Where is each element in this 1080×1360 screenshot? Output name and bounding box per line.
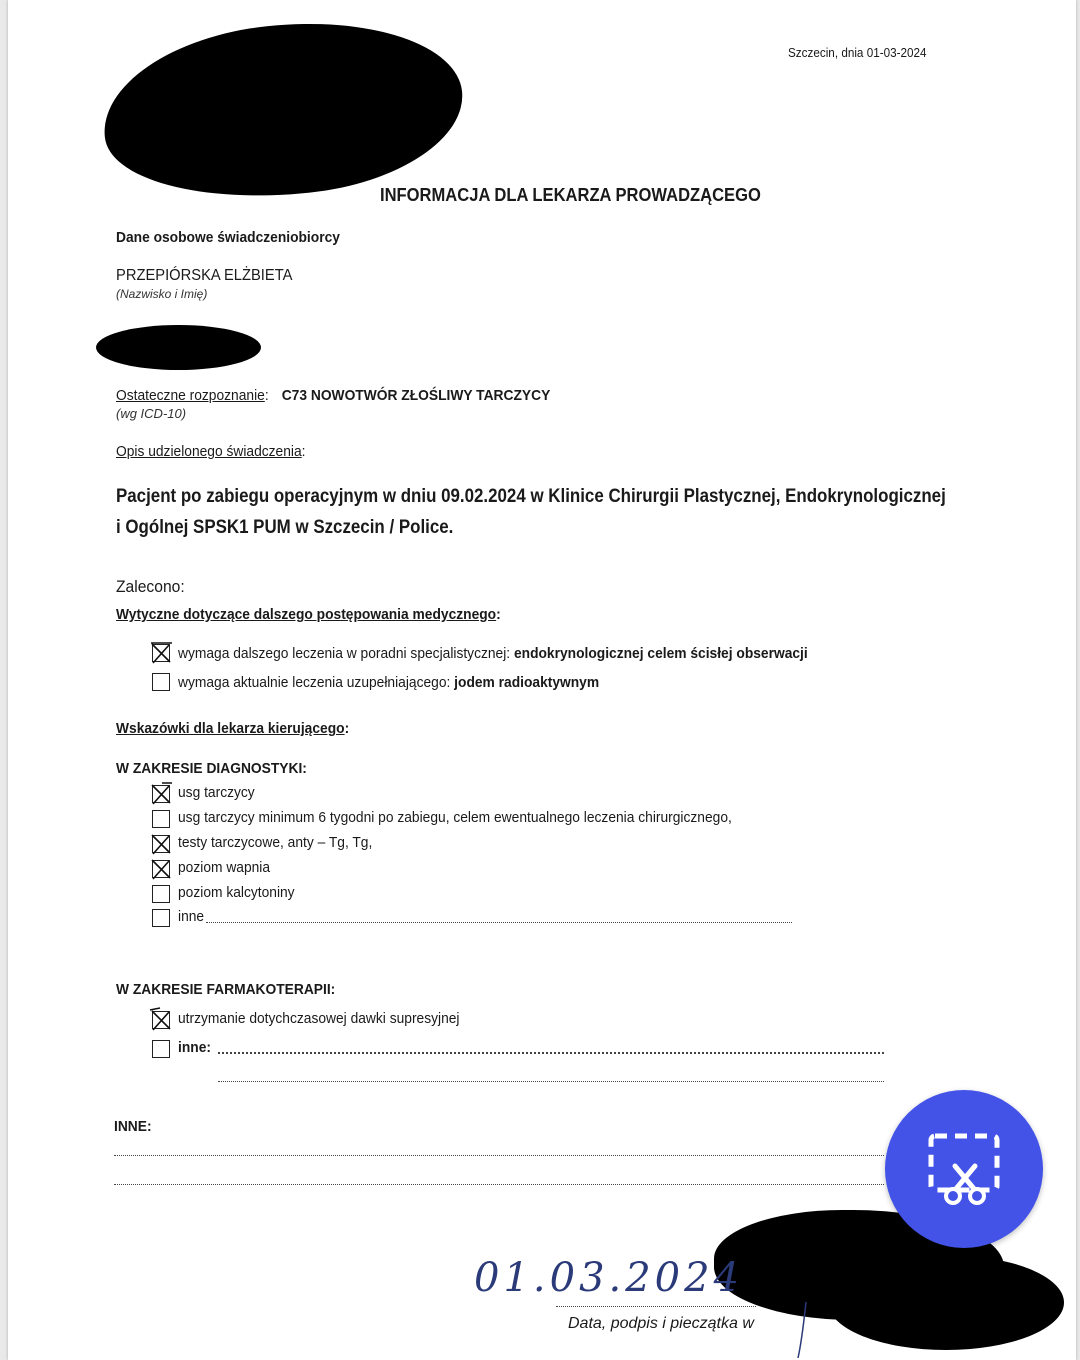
description-line-2: i Ogólnej SPSK1 PUM w Szczecin / Police. [116,517,454,538]
handwritten-date: 01.03.2024 [474,1255,744,1301]
redaction-id [96,325,261,370]
screenshot-cut-button[interactable] [885,1090,1043,1248]
diagnostics-checkbox-4[interactable] [152,860,170,878]
guideline-item-2 [178,674,599,691]
patient-name: PRZEPIÓRSKA ELŻBIETA [116,267,293,284]
check-cross-icon [150,782,174,806]
guideline-checkbox-2[interactable] [152,673,170,691]
guideline-item-1-text: wymaga dalszego leczenia w poradni specjalistycznej: [178,645,514,662]
signature-dotted-line [556,1306,756,1307]
recommended-label: Zalecono: [116,577,185,596]
diagnostics-item-4: poziom wapnia [178,859,271,876]
diagnosis-hint: (wg ICD-10) [116,406,187,421]
diagnostics-checkbox-2[interactable] [152,810,170,828]
hints-colon: : [344,720,350,737]
diagnostics-item-6: inne [178,908,205,925]
description-colon: : [301,443,306,460]
screenshot-cut-icon [885,1090,1043,1248]
guideline-checkbox-1[interactable] [152,644,170,662]
description-label: Opis udzielonego świadczenia [116,443,302,460]
diagnosis-label: Ostateczne rozpoznanie [116,387,265,404]
pharmacotherapy-dotted-line-1 [218,1052,884,1054]
signature-stroke [788,1300,818,1360]
other-dotted-line-1 [114,1155,884,1156]
diagnostics-checkbox-1[interactable] [152,785,170,803]
signature-caption: Data, podpis i pieczątka w [568,1315,754,1332]
diagnostics-other-dotted-line [206,922,792,923]
pharmacotherapy-dotted-line-2 [218,1081,884,1082]
document-page [8,0,1076,1360]
guideline-item-2-bold: jodem radioaktywnym [454,674,600,691]
hints-label: Wskazówki dla lekarza kierującego [116,720,345,737]
pharmacotherapy-item-1: utrzymanie dotychczasowej dawki supresyjnej [178,1010,460,1027]
pharmacotherapy-checkbox-2[interactable] [152,1040,170,1058]
diagnostics-checkbox-3[interactable] [152,835,170,853]
guideline-item-2-text: wymaga aktualnie leczenia uzupełniającego: [178,674,455,691]
description-line-1: Pacjent po zabiegu operacyjnym w dniu 09.02.2024 w Klinice Chirurgii Plastycznej, Endokrynologicznej [116,486,946,507]
guidelines-colon: : [496,606,501,623]
patient-section-label: Dane osobowe świadczeniobiorcy [116,229,340,246]
diagnosis-row [116,387,550,404]
pharmacotherapy-label: W ZAKRESIE FARMAKOTERAPII: [116,981,336,998]
diagnosis-colon: : [264,387,269,404]
diagnostics-item-5: poziom kalcytoniny [178,884,295,901]
check-cross-icon [150,832,174,856]
check-cross-icon [150,1008,174,1032]
guidelines-label-row [116,606,501,623]
description-label-row [116,443,305,460]
diagnostics-label: W ZAKRESIE DIAGNOSTYKI: [116,760,307,777]
other-dotted-line-2 [114,1184,884,1185]
redaction-signature-2 [828,1255,1064,1350]
pharmacotherapy-checkbox-1[interactable] [152,1011,170,1029]
check-cross-icon [150,857,174,881]
place-date: Szczecin, dnia 01-03-2024 [788,45,927,60]
diagnostics-item-1: usg tarczycy [178,784,255,801]
patient-name-hint: (Nazwisko i Imię) [116,287,208,301]
pharmacotherapy-item-2: inne: [178,1039,211,1056]
diagnostics-item-2: usg tarczycy minimum 6 tygodni po zabiegu, celem ewentualnego leczenia chirurgicznego, [178,809,732,826]
diagnostics-item-3: testy tarczycowe, anty – Tg, Tg, [178,834,373,851]
guideline-item-1-bold: endokrynologicznej celem ścisłej obserwacji [513,645,808,662]
diagnosis-value: C73 NOWOTWÓR ZŁOŚLIWY TARCZYCY [281,387,551,404]
guidelines-label: Wytyczne dotyczące dalszego postępowania medycznego [116,606,497,623]
hints-label-row [116,720,349,737]
check-cross-icon [150,641,174,665]
document-title: INFORMACJA DLA LEKARZA PROWADZĄCEGO [380,185,761,205]
diagnostics-checkbox-5[interactable] [152,885,170,903]
other-label: INNE: [114,1118,152,1135]
guideline-item-1 [178,645,808,662]
redaction-top-left [95,7,471,214]
diagnostics-checkbox-6[interactable] [152,909,170,927]
